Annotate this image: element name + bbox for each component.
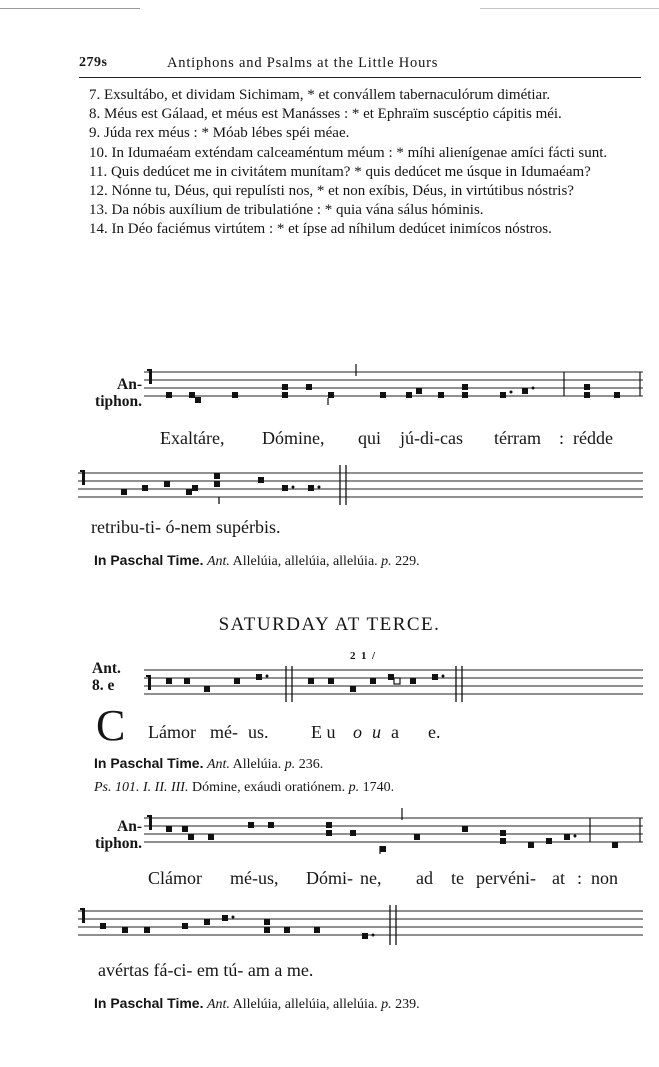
psalm-incipit: Dómine, exáudi oratiónem.	[191, 780, 346, 795]
lyric-word: rédde	[573, 428, 613, 448]
verse-text: In Idumaéam exténdam calceaméntum méum : * míhi alienígenae amíci fácti sunt.	[111, 144, 608, 161]
verse-number: 12.	[89, 183, 108, 200]
do-clef-icon	[80, 908, 85, 923]
staff-svg	[144, 368, 644, 414]
do-clef-icon	[147, 369, 152, 384]
lyric-word: E u	[311, 722, 336, 742]
paschal-text: Allelúia.	[232, 757, 282, 772]
verse-number: 10.	[89, 144, 108, 161]
ant-abbrev: Ant.	[206, 554, 230, 569]
paschal-label: In Paschal Time.	[94, 755, 204, 771]
scan-edge-mark	[480, 8, 659, 9]
paschal-label: In Paschal Time.	[94, 995, 204, 1011]
lyric-word: Clámor	[148, 868, 202, 888]
page-ref: 229.	[395, 554, 420, 569]
verse-text: Júda rex méus : * Móab lébes spéi méae.	[104, 125, 350, 142]
verse	[79, 163, 645, 182]
lyric-word: :	[559, 428, 565, 448]
chant-neumes	[121, 473, 321, 495]
antiphon-label	[78, 376, 142, 410]
lyric-word: te	[451, 868, 464, 888]
lyric-word: Exaltáre,	[160, 428, 225, 448]
chant-staff	[144, 368, 644, 414]
lyric-word: mé-us,	[230, 868, 279, 888]
do-clef-icon	[80, 470, 85, 485]
paschal-label: In Paschal Time.	[94, 552, 204, 568]
paschal-text: Allelúia, allelúia, allelúia.	[232, 554, 378, 569]
chant-lyrics	[148, 868, 645, 892]
chant-lyrics	[148, 722, 448, 746]
verse	[79, 124, 645, 143]
staff-svg	[78, 899, 644, 947]
page-abbrev: p.	[381, 997, 392, 1012]
verse-number: 13.	[89, 202, 108, 219]
page-abbrev: p.	[381, 554, 392, 569]
verse-text: Da nóbis auxílium de tribulatióne : * quia vána sálus hóminis.	[111, 202, 484, 219]
page-header-title: Antiphons and Psalms at the Little Hours	[167, 55, 439, 71]
lyric-word: non	[591, 868, 618, 888]
verse-number: 9.	[89, 125, 101, 142]
lyric-word: e.	[428, 722, 441, 742]
paschal-note	[94, 755, 323, 773]
lyric-word: ne,	[360, 868, 382, 888]
verse	[79, 105, 645, 124]
lyric-word: us.	[248, 722, 269, 742]
chant-staff	[78, 899, 644, 947]
lyric-word: :	[577, 868, 583, 888]
antiphon-label-line: 8. e	[92, 677, 115, 694]
page-ref: 239.	[395, 997, 420, 1012]
lyric-word: qui	[358, 428, 382, 448]
lyric-word: u	[372, 722, 381, 742]
chant-staff	[78, 459, 644, 505]
verse-number: 11.	[89, 163, 108, 180]
psalm-number: Ps. 101. I. II. III.	[94, 780, 189, 795]
staff-svg	[144, 812, 644, 860]
verse-text: Méus est Gálaad, et méus est Manásses : * et Ephraïm suscéptio cápitis méi.	[104, 106, 562, 123]
antiphon-label	[78, 818, 142, 852]
staff-svg	[78, 459, 644, 505]
tone-marks: 2 1 /	[350, 650, 376, 662]
antiphon-label-line: tiphon.	[95, 393, 142, 410]
verse-text: Quis dedúcet me in civitátem munítam? * quis dedúcet me úsque in Idumaéam?	[110, 163, 591, 180]
antiphon-label-line: tiphon.	[95, 835, 142, 852]
chant-staff	[144, 664, 644, 708]
verse-number: 14.	[89, 221, 108, 238]
ant-abbrev: Ant.	[206, 757, 230, 772]
psalm-verses	[79, 86, 645, 240]
verse-text: In Déo faciémus virtútem : * et ípse ad níhilum dedúcet inimícos nóstros.	[111, 221, 552, 238]
lyric-word: térram	[494, 428, 541, 448]
verse	[79, 144, 645, 163]
lyric-word: mé-	[210, 722, 238, 742]
antiphon-label-line: Ant.	[92, 660, 121, 677]
page-ref: 236.	[298, 757, 324, 772]
ant-abbrev: Ant.	[206, 997, 230, 1012]
lyric-word: pervéni-	[476, 868, 536, 888]
verse-text: Nónne tu, Déus, qui repulísti nos, * et non exíbis, Déus, in virtútibus nóstris?	[111, 183, 574, 200]
page-ref: 1740.	[362, 780, 395, 795]
verse	[79, 182, 645, 201]
antiphon-label-line: An-	[117, 818, 142, 835]
scan-edge-mark	[0, 8, 140, 9]
psalm-reference	[94, 780, 394, 796]
page-abbrev: p.	[284, 757, 296, 772]
verse-text: Exsultábo, et dividam Sichimam, * et convállem tabernaculórum dimétiar.	[104, 87, 551, 103]
chant-neumes	[166, 674, 445, 692]
lyric-word: jú-di-cas	[400, 428, 463, 448]
verse	[79, 86, 645, 105]
drop-cap: C	[96, 701, 126, 750]
page-abbrev: p.	[348, 780, 360, 795]
lyric-word: Dómine,	[262, 428, 325, 448]
lyric-word: o	[353, 722, 362, 742]
running-head	[79, 55, 641, 78]
lyric-word: Dómi-	[306, 868, 353, 888]
paschal-note	[94, 552, 420, 570]
chant-lyrics: retribu-ti- ó-nem supérbis.	[91, 517, 281, 537]
chant-lyrics: avértas fá-ci- em tú- am a me.	[98, 960, 314, 980]
antiphon-label	[92, 660, 142, 694]
verse-number: 8.	[89, 106, 101, 123]
do-clef-icon	[146, 675, 151, 690]
paschal-text: Allelúia, allelúia, allelúia.	[232, 997, 378, 1012]
verse	[79, 220, 645, 239]
chant-staff	[144, 812, 644, 860]
paschal-note	[94, 995, 420, 1013]
verse	[79, 201, 645, 220]
antiphon-label-line: An-	[117, 376, 142, 393]
page-number: 279s	[79, 55, 108, 70]
chant-lyrics	[160, 428, 645, 452]
lyric-word: ad	[416, 868, 433, 888]
verse-number: 7.	[89, 87, 101, 103]
staff-svg	[144, 664, 644, 708]
lyric-word: at	[552, 868, 565, 888]
do-clef-icon	[147, 815, 152, 830]
lyric-word: Lámor	[148, 722, 196, 742]
chant-neumes	[166, 384, 620, 403]
lyric-word: a	[391, 722, 399, 742]
section-heading: SATURDAY AT TERCE.	[218, 614, 441, 635]
